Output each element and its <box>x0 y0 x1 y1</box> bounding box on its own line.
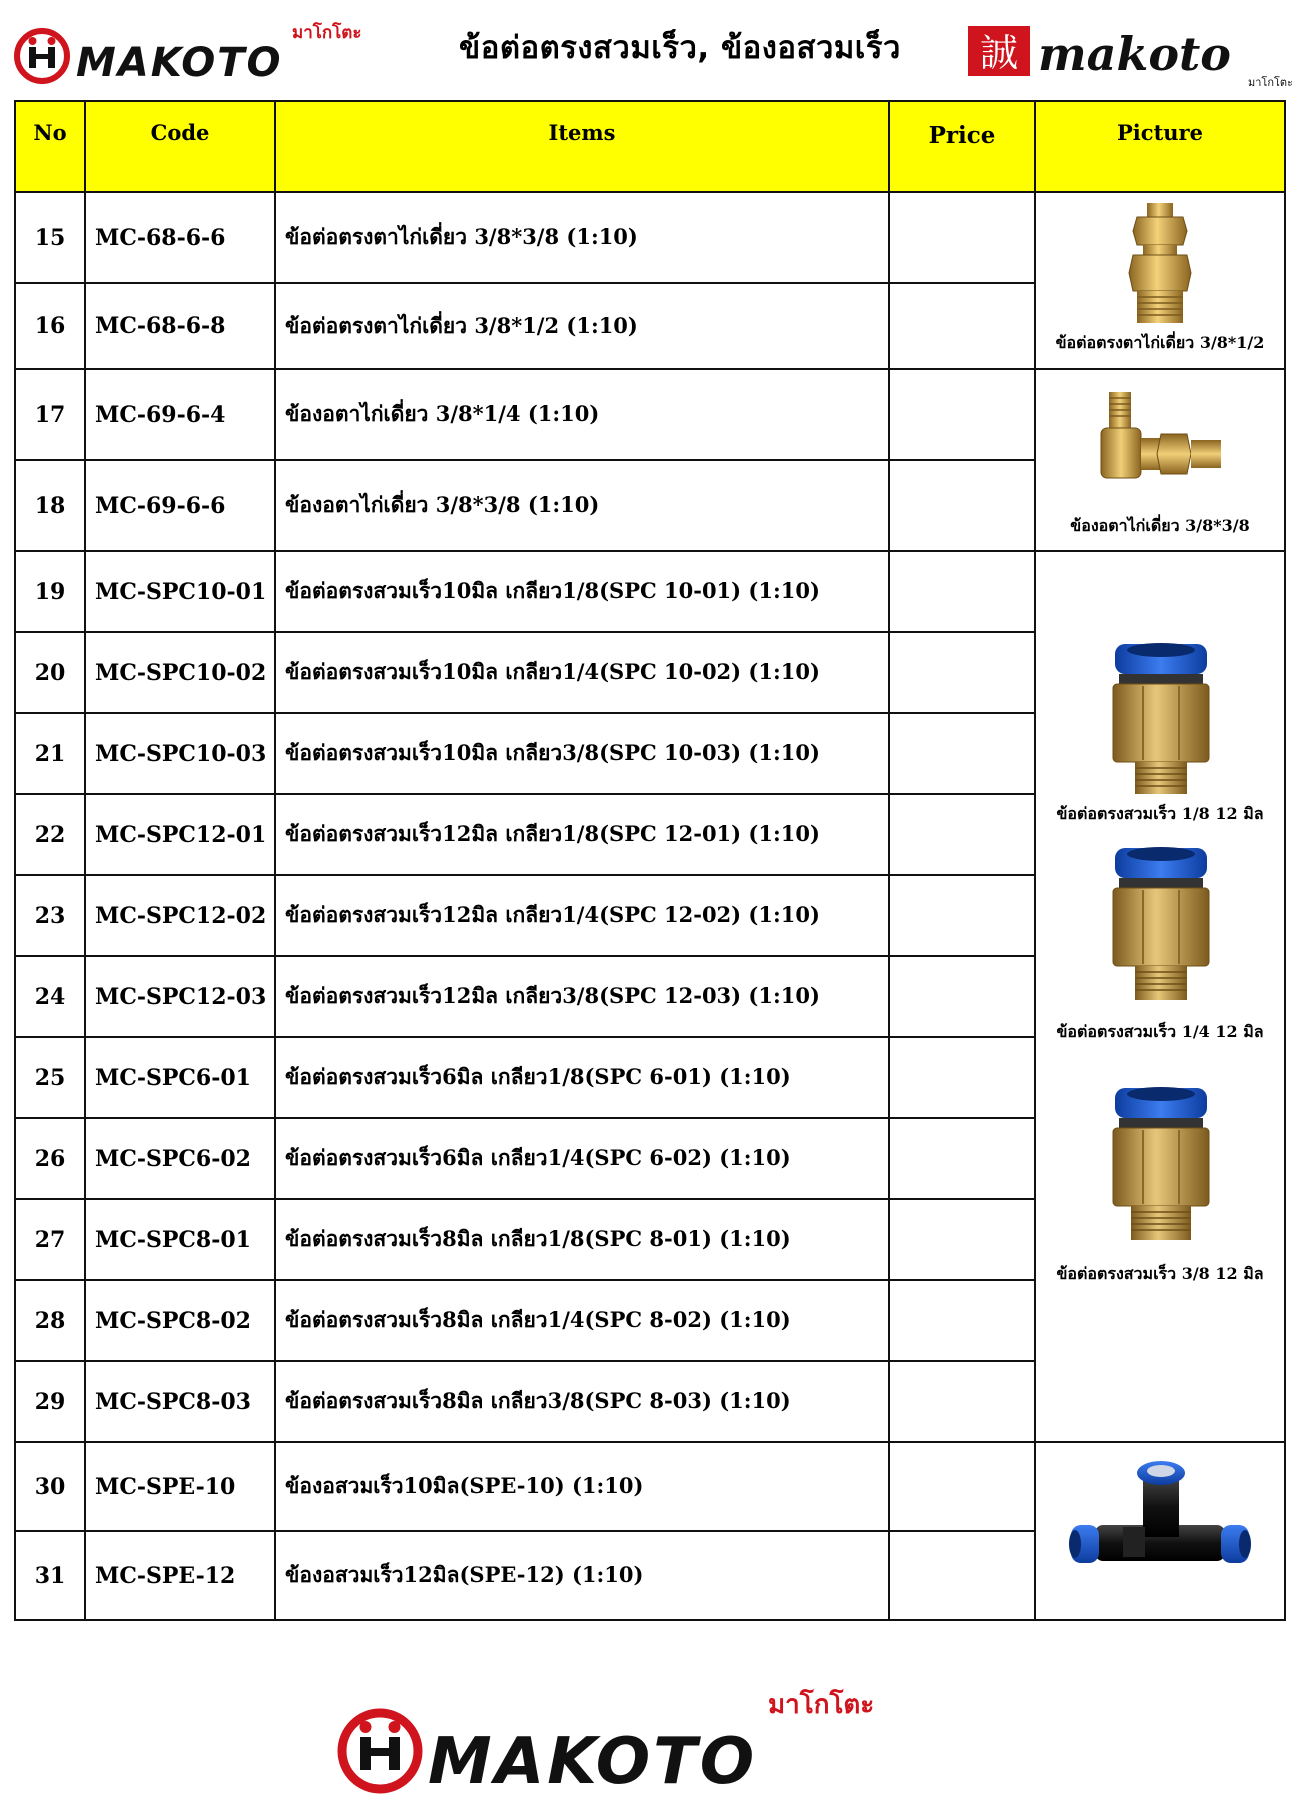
row-item: ข้องอสวมเร็ว10มิล(SPE-10) (1:10) <box>275 1442 889 1531</box>
row-code: MC-SPC10-01 <box>85 551 275 632</box>
row-no: 21 <box>15 713 85 794</box>
row-price <box>889 1199 1035 1280</box>
row-price <box>889 551 1035 632</box>
row-no: 16 <box>15 283 85 369</box>
kanji-mark: 誠 <box>979 31 1019 75</box>
footer-logo-thai: มาโกโตะ <box>768 1690 875 1720</box>
row-item: ข้องอสวมเร็ว12มิล(SPE-12) (1:10) <box>275 1531 889 1620</box>
makoto-logo-text: MAKOTO <box>76 40 283 86</box>
picture-caption: ข้อต่อตรงสวมเร็ว 1/8 12 มิล <box>1056 804 1264 823</box>
row-price <box>889 956 1035 1037</box>
row-no: 27 <box>15 1199 85 1280</box>
row-no: 28 <box>15 1280 85 1361</box>
table-row <box>15 192 1285 283</box>
picture-caption: ข้อต่อตรงสวมเร็ว 3/8 12 มิล <box>1056 1264 1264 1283</box>
row-no: 18 <box>15 460 85 551</box>
row-price <box>889 1118 1035 1199</box>
table-header-row <box>15 101 1285 192</box>
row-item: ข้อต่อตรงสวมเร็ว12มิล เกลียว1/4(SPC 12-02) (1:10) <box>275 875 889 956</box>
row-code: MC-69-6-6 <box>85 460 275 551</box>
price-table <box>14 100 1286 1621</box>
row-no: 22 <box>15 794 85 875</box>
row-no: 31 <box>15 1531 85 1620</box>
brass-straight-fitting-image <box>1125 201 1195 326</box>
row-code: MC-SPC10-02 <box>85 632 275 713</box>
row-item: ข้อต่อตรงตาไก่เดี่ยว 3/8*3/8 (1:10) <box>275 192 889 283</box>
row-no: 23 <box>15 875 85 956</box>
col-header-items: Items <box>275 101 889 192</box>
row-no: 26 <box>15 1118 85 1199</box>
row-no: 25 <box>15 1037 85 1118</box>
row-price <box>889 794 1035 875</box>
row-item: ข้อต่อตรงสวมเร็ว6มิล เกลียว1/4(SPC 6-02) (1:10) <box>275 1118 889 1199</box>
table-row <box>15 551 1285 632</box>
col-header-price: Price <box>889 101 1035 192</box>
row-code: MC-SPC10-03 <box>85 713 275 794</box>
table-row <box>15 369 1285 460</box>
row-price <box>889 460 1035 551</box>
row-code: MC-SPC8-03 <box>85 1361 275 1442</box>
row-item: ข้อต่อตรงสวมเร็ว10มิล เกลียว1/4(SPC 10-02) (1:10) <box>275 632 889 713</box>
row-code: MC-SPE-10 <box>85 1442 275 1531</box>
row-item: ข้อต่อตรงสวมเร็ว10มิล เกลียว3/8(SPC 10-03) (1:10) <box>275 713 889 794</box>
row-no: 24 <box>15 956 85 1037</box>
row-price <box>889 283 1035 369</box>
price-table-container <box>14 100 1286 1621</box>
row-code: MC-68-6-8 <box>85 283 275 369</box>
push-fit-straight-image-3 <box>1101 1084 1221 1244</box>
row-code: MC-SPC6-01 <box>85 1037 275 1118</box>
col-header-no: No <box>15 101 85 192</box>
col-header-picture: Picture <box>1035 101 1285 192</box>
makoto-logo <box>10 18 380 88</box>
row-price <box>889 192 1035 283</box>
row-item: ข้อต่อตรงสวมเร็ว12มิล เกลียว1/8(SPC 12-01) (1:10) <box>275 794 889 875</box>
makoto-script-thai: มาโกโตะ <box>1248 76 1293 88</box>
push-fit-straight-image-2 <box>1101 844 1221 1004</box>
picture-push-fit-tee <box>1035 1442 1285 1620</box>
row-no: 15 <box>15 192 85 283</box>
col-header-code: Code <box>85 101 275 192</box>
page-header <box>0 0 1300 100</box>
row-item: ข้อต่อตรงสวมเร็ว8มิล เกลียว1/8(SPC 8-01) (1:10) <box>275 1199 889 1280</box>
push-fit-straight-image-1 <box>1101 640 1221 800</box>
row-code: MC-SPC12-01 <box>85 794 275 875</box>
makoto-kanji-logo <box>968 24 1293 88</box>
row-code: MC-SPC6-02 <box>85 1118 275 1199</box>
table-row <box>15 1442 1285 1531</box>
row-price <box>889 1361 1035 1442</box>
picture-elbow-compression <box>1035 369 1285 551</box>
page-title: ข้อต่อตรงสวมเร็ว, ข้องอสวมเร็ว <box>459 30 901 66</box>
row-no: 29 <box>15 1361 85 1442</box>
push-fit-tee-image <box>1065 1455 1255 1595</box>
makoto-logo-thai: มาโกโตะ <box>292 23 362 43</box>
picture-push-fit-group <box>1035 551 1285 1442</box>
row-code: MC-SPC8-02 <box>85 1280 275 1361</box>
picture-straight-compression <box>1035 192 1285 369</box>
row-code: MC-SPC12-02 <box>85 875 275 956</box>
row-item: ข้อต่อตรงสวมเร็ว8มิล เกลียว3/8(SPC 8-03) (1:10) <box>275 1361 889 1442</box>
picture-caption: ข้อต่อตรงสวมเร็ว 1/4 12 มิล <box>1056 1022 1264 1041</box>
row-price <box>889 713 1035 794</box>
row-no: 19 <box>15 551 85 632</box>
row-price <box>889 369 1035 460</box>
row-no: 30 <box>15 1442 85 1531</box>
row-code: MC-69-6-4 <box>85 369 275 460</box>
row-price <box>889 1037 1035 1118</box>
row-no: 20 <box>15 632 85 713</box>
row-price <box>889 1280 1035 1361</box>
footer-logo-text: MAKOTO <box>428 1725 758 1795</box>
footer-makoto-logo <box>318 1685 918 1795</box>
picture-caption: ข้องอตาไก่เดี่ยว 3/8*3/8 <box>1070 516 1250 535</box>
row-price <box>889 1531 1035 1620</box>
row-item: ข้อต่อตรงสวมเร็ว10มิล เกลียว1/8(SPC 10-01) (1:10) <box>275 551 889 632</box>
row-code: MC-SPE-12 <box>85 1531 275 1620</box>
row-code: MC-68-6-6 <box>85 192 275 283</box>
row-price <box>889 1442 1035 1531</box>
row-item: ข้อต่อตรงสวมเร็ว8มิล เกลียว1/4(SPC 8-02) (1:10) <box>275 1280 889 1361</box>
row-no: 17 <box>15 369 85 460</box>
brass-elbow-fitting-image <box>1075 388 1245 493</box>
row-code: MC-SPC8-01 <box>85 1199 275 1280</box>
row-price <box>889 875 1035 956</box>
row-item: ข้อต่อตรงสวมเร็ว12มิล เกลียว3/8(SPC 12-03) (1:10) <box>275 956 889 1037</box>
picture-caption: ข้อต่อตรงตาไก่เดี่ยว 3/8*1/2 <box>1055 333 1265 352</box>
row-item: ข้องอตาไก่เดี่ยว 3/8*1/4 (1:10) <box>275 369 889 460</box>
row-item: ข้องอตาไก่เดี่ยว 3/8*3/8 (1:10) <box>275 460 889 551</box>
row-code: MC-SPC12-03 <box>85 956 275 1037</box>
row-item: ข้อต่อตรงสวมเร็ว6มิล เกลียว1/8(SPC 6-01) (1:10) <box>275 1037 889 1118</box>
makoto-script-text: makoto <box>1038 27 1231 81</box>
row-item: ข้อต่อตรงตาไก่เดี่ยว 3/8*1/2 (1:10) <box>275 283 889 369</box>
row-price <box>889 632 1035 713</box>
